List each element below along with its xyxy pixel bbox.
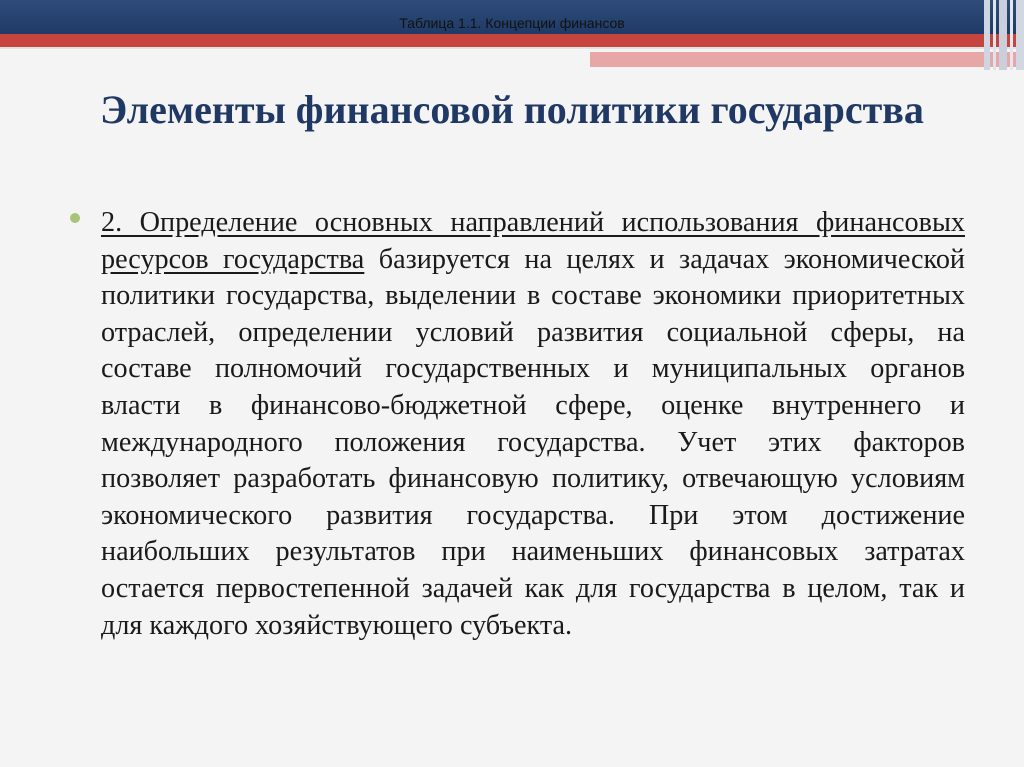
bullet-paragraph xyxy=(101,205,965,644)
bullet-dot xyxy=(70,213,80,223)
bullet-body-text: базируется на целях и задачах экономической политики государства, выделении в составе экономики приоритетных отраслей, определении условий развития социальной сферы, на составе полномочий государственных и муниципальных органов власти в финансово-бюджетной сфере, оценке внутреннего и международного положения государства. Учет этих факторов позволяет разработать финансовую политику, отвечающую условиям экономического развития государства. При этом достижение наибольших результатов при наименьших финансовых затратах остается первостепенной задачей как для государства в целом, так и для каждого хозяйствующего субъекта. xyxy=(101,243,966,641)
header-band-divider xyxy=(0,47,1024,49)
header-band-pink xyxy=(590,52,1024,67)
header-title: Таблица 1.1. Концепции финансов xyxy=(399,15,625,31)
slide-title: Элементы финансовой политики государства xyxy=(100,87,924,132)
bullet-underlined-text: 2. Определение основных направлений использования финансовых ресурсов государства xyxy=(101,207,965,275)
header-band-red xyxy=(0,34,1024,47)
header-stripes-decoration xyxy=(984,0,1024,70)
